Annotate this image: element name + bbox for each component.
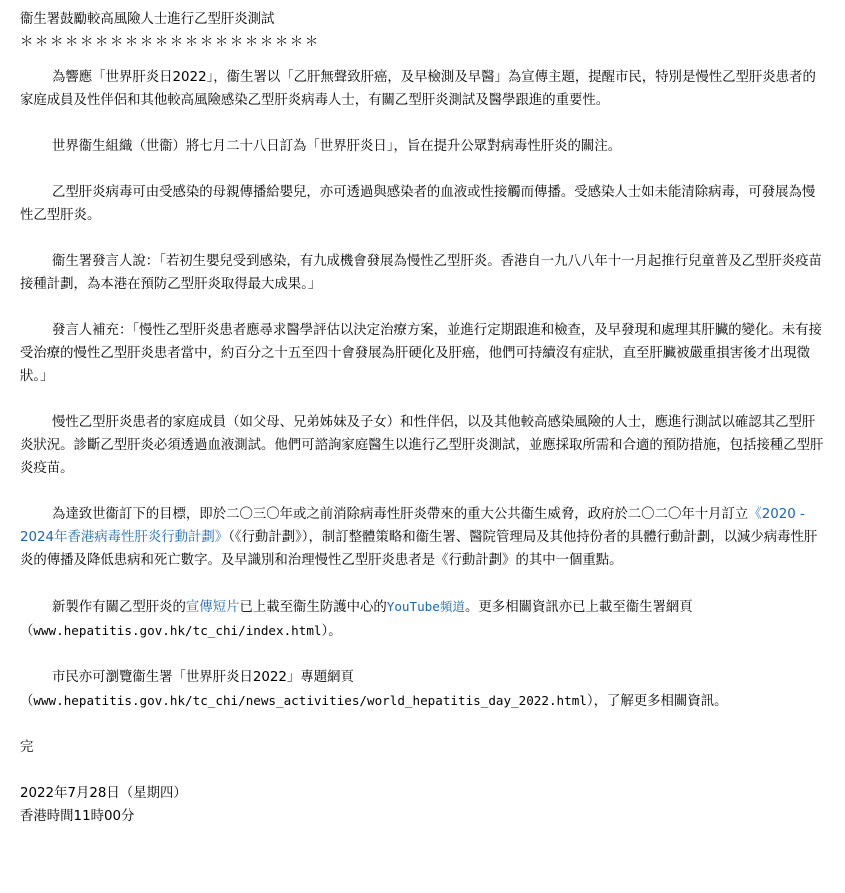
- paragraph-1: 為響應「世界肝炎日2022」，衞生署以「乙肝無聲致肝癌，及早檢測及早醫」為宣傳主題，提醒市民，特別是慢性乙型肝炎患者的家庭成員及性伴侶和其他較高風險感染乙型肝炎病毒人士，有關乙型肝炎測試及醫學跟進的重要性。: [20, 70, 816, 108]
- paragraph-9-line1: 市民亦可瀏覽衞生署「世界肝炎日2022」專題網頁: [52, 670, 354, 685]
- paragraph-7-text-before: 為達致世衞訂下的目標，即於二〇三〇年或之前消除病毒性肝炎帶來的重大公共衞生威脅，政府於二〇二〇年十月訂立: [52, 507, 749, 522]
- title-separator: ＊＊＊＊＊＊＊＊＊＊＊＊＊＊＊＊＊＊＊＊: [20, 35, 320, 50]
- paragraph-8: [20, 595, 825, 643]
- paragraph-9-text-after: ），了解更多相關資訊。: [586, 694, 728, 709]
- paragraph-9: [20, 666, 825, 713]
- paragraph-8-text-before: 新製作有關乙型肝炎的: [52, 600, 186, 615]
- paragraph-5: 發言人補充：「慢性乙型肝炎患者應尋求醫學評估以決定治療方案，並進行定期跟進和檢查，及早發現和處理其肝臟的變化。未有接受治療的慢性乙型肝炎患者當中，約百分之十五至四十會發展為肝硬化及肝癌，他們可持續沒有症狀，直至肝臟被嚴重損害後才出現徵狀。」: [20, 323, 822, 384]
- paragraph-3: 乙型肝炎病毒可由受感染的母親傳播給嬰兒，亦可透過與感染者的血液或性接觸而傳播。受感染人士如未能清除病毒，可發展為慢性乙型肝炎。: [20, 185, 816, 223]
- world-hepatitis-day-url: www.hepatitis.gov.hk/tc_chi/news_activities/world_hepatitis_day_2022.html: [33, 693, 587, 708]
- release-time: 香港時間11時00分: [20, 809, 135, 824]
- paragraph-4: 衞生署發言人說：「若初生嬰兒受到感染，有九成機會發展為慢性乙型肝炎。香港自一九八八年十一月起推行兒童普及乙型肝炎疫苗接種計劃，為本港在預防乙型肝炎取得最大成果。」: [20, 254, 822, 292]
- paragraph-7-text-after: （《行動計劃》），制訂整體策略和衞生署、醫院管理局及其他持份者的具體行動計劃，以減少病毒性肝炎的傳播及降低患病和死亡數字。及早識別和治理慢性乙型肝炎患者是《行動計劃》的其中一個重點。: [20, 530, 818, 568]
- paragraph-6: 慢性乙型肝炎患者的家庭成員（如父母、兄弟姊妹及子女）和性伴侶，以及其他較高感染風險的人士，應進行測試以確認其乙型肝炎狀況。診斷乙型肝炎必須透過血液測試。他們可諮詢家庭醫生以進行乙型肝炎測試，並應採取所需和合適的預防措施，包括接種乙型肝炎疫苗。: [20, 415, 824, 476]
- paragraph-9-url-open: （: [20, 694, 34, 709]
- paragraph-8-url-open: （: [20, 624, 34, 639]
- paragraph-8-text-after: 。更多相關資訊亦已上載至衞生署網頁: [465, 600, 693, 615]
- youtube-channel-link[interactable]: YouTube頻道: [386, 599, 466, 614]
- page-title: 衞生署鼓勵較高風險人士進行乙型肝炎測試: [20, 12, 275, 27]
- paragraph-8-text-middle: 已上載至衞生防護中心的: [239, 600, 387, 615]
- paragraph-7: [20, 503, 825, 572]
- action-plan-link[interactable]: 《2020 - 2024年香港病毒性肝炎行動計劃》: [20, 507, 805, 545]
- release-date: 2022年7月28日（星期四）: [20, 786, 187, 801]
- promo-video-link[interactable]: 宣傳短片: [185, 600, 240, 615]
- paragraph-2: 世界衞生組織（世衞）將七月二十八日訂為「世界肝炎日」，旨在提升公眾對病毒性肝炎的關注。: [52, 139, 622, 154]
- end-mark: 完: [20, 740, 34, 755]
- paragraph-8-url-close: ）。: [321, 624, 342, 639]
- hepatitis-index-url: www.hepatitis.gov.hk/tc_chi/index.html: [33, 623, 322, 638]
